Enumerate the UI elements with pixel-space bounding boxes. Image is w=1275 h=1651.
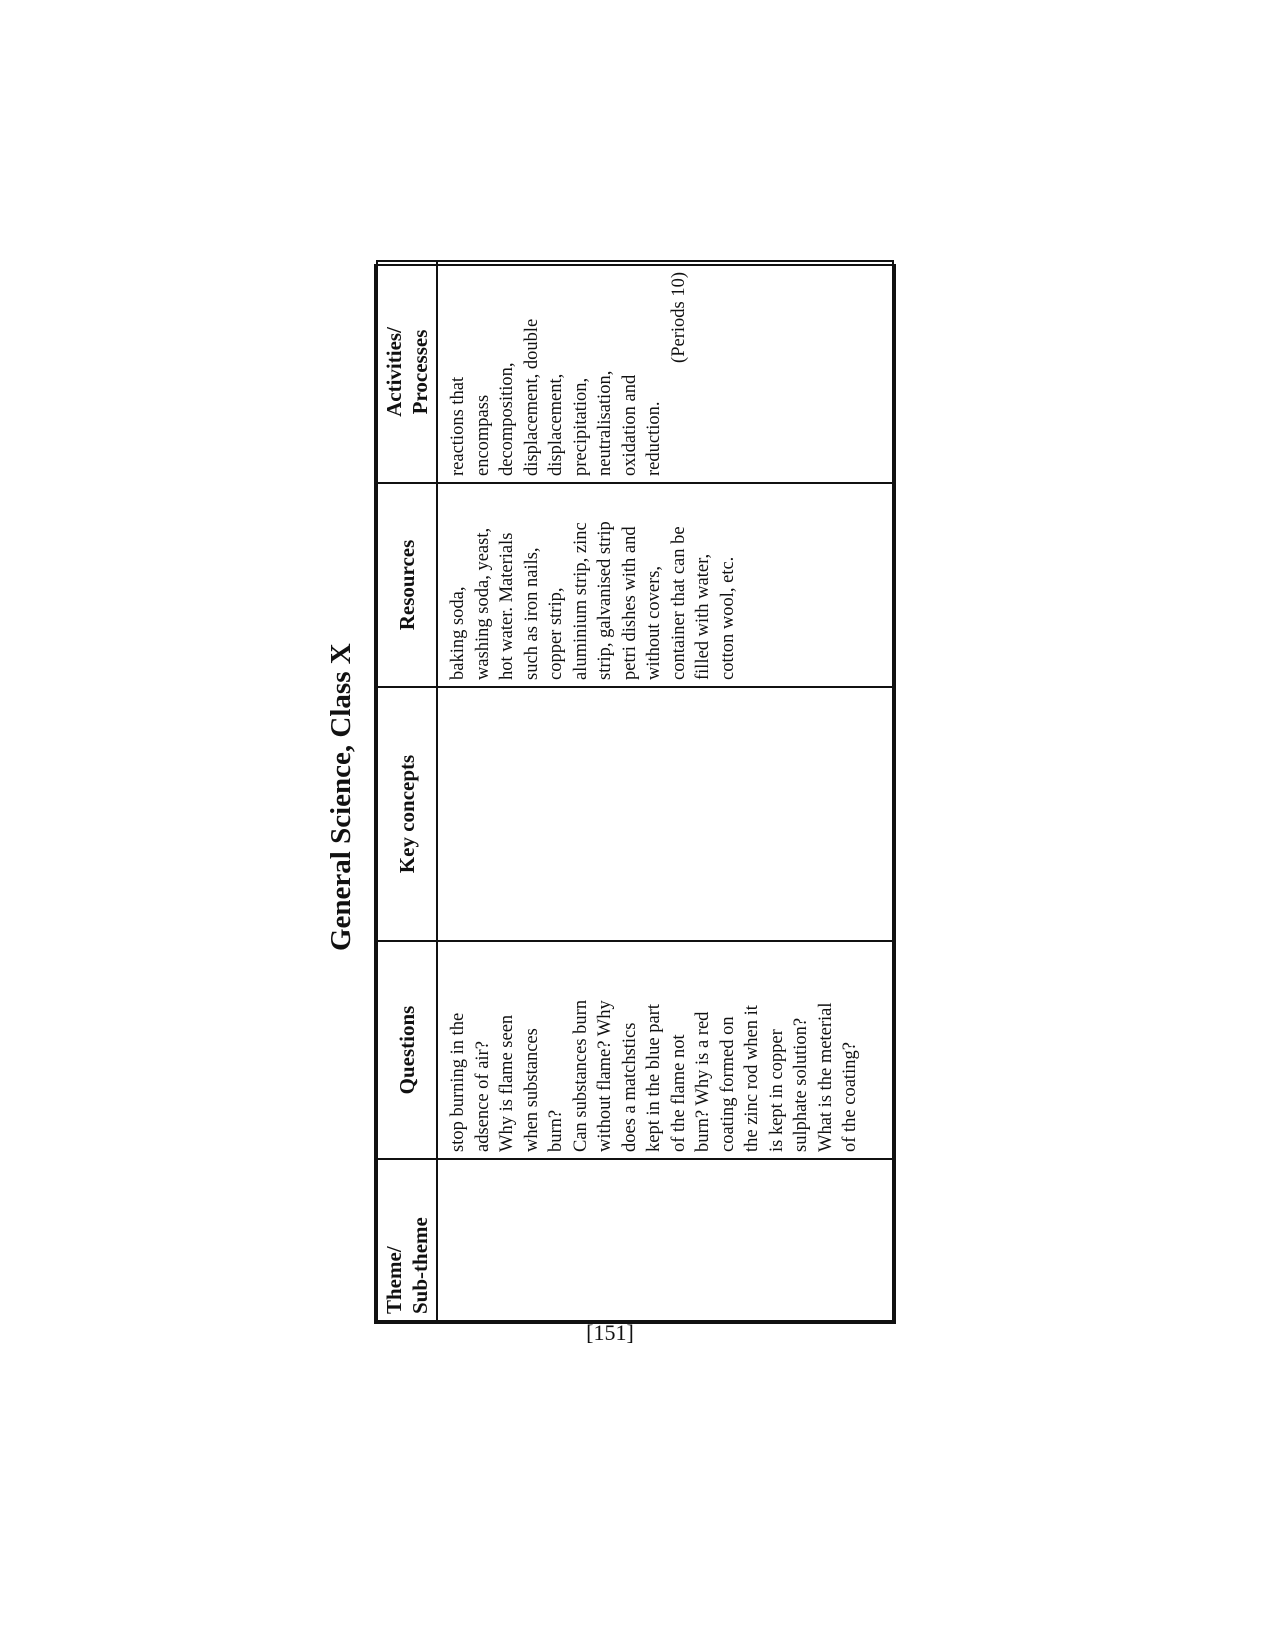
activities-line: displacement, [546,373,566,476]
activities-line: reactions that [448,376,468,476]
header-activities-line-2: Processes [408,329,432,415]
header-key-concepts: Key concepts [377,687,437,941]
resources-line: copper strip, [546,587,566,680]
resources-line: cotton wool, etc. [717,556,738,680]
activities-line: encompass [472,394,493,476]
activities-line: precipitation, [570,377,591,476]
questions-line: burn? Why is a red [693,1011,713,1152]
questions-line: coating formed on [717,1016,738,1152]
activities-line: reduction. [644,401,664,476]
activities-line: neutralisation, [595,370,615,476]
header-activities [377,261,437,483]
resources-line: aluminium strip, zinc [570,522,591,680]
questions-line: when substances [521,1028,542,1152]
questions-line: does a matchstics [619,1022,640,1152]
questions-line: stop burning in the [448,1012,468,1152]
activities-line: oxidation and [619,374,640,476]
table-row [437,261,893,1321]
cell-resources [437,483,893,687]
cell-activities [437,261,893,483]
resources-line: strip, galvanised strip [595,521,615,680]
resources-line: washing soda, yeast, [472,527,493,680]
header-activities-line-1: Activities/ [382,327,406,417]
questions-line: sulphate solution? [791,1017,811,1152]
resources-line: petri dishes with and [619,526,640,680]
header-theme-line-1: Theme/ [382,1246,406,1314]
table-header-row [377,261,437,1321]
resources-line: such as iron nails, [521,547,542,680]
questions-line: is kept in copper [766,1029,787,1152]
periods-label: (Periods 10) [668,272,689,363]
questions-line: without flame? Why [595,1000,615,1152]
header-questions: Questions [377,941,437,1159]
activities-line: decomposition, [497,362,517,476]
questions-line: What is the meterial [815,1002,836,1152]
curriculum-table [374,264,896,1324]
header-theme-line-2: Sub-theme [408,1217,432,1314]
resources-line: without covers, [644,565,664,680]
cell-key-concepts [437,687,893,941]
questions-line: adsence of air? [472,1041,493,1152]
activities-line: displacement, double [521,318,542,476]
questions-line: burn? [546,1109,566,1152]
questions-line: the zinc rod when it [742,1005,762,1152]
header-theme [377,1159,437,1321]
questions-line: of the flame not [668,1034,689,1152]
page-number: [151] [586,1320,634,1345]
resources-line: baking soda, [448,586,468,680]
page-title: General Science, Class X [325,643,357,951]
cell-theme [437,1159,893,1321]
resources-line: container that can be [668,526,689,680]
header-resources: Resources [377,483,437,687]
questions-line: Can substances burn [570,999,591,1152]
resources-line: filled with water, [693,553,713,680]
cell-questions [437,941,893,1159]
resources-line: hot water. Materials [497,532,517,680]
questions-line: of the coating? [840,1042,860,1152]
questions-line: kept in the blue part [644,1004,664,1152]
questions-line: Why is flame seen [497,1014,517,1152]
